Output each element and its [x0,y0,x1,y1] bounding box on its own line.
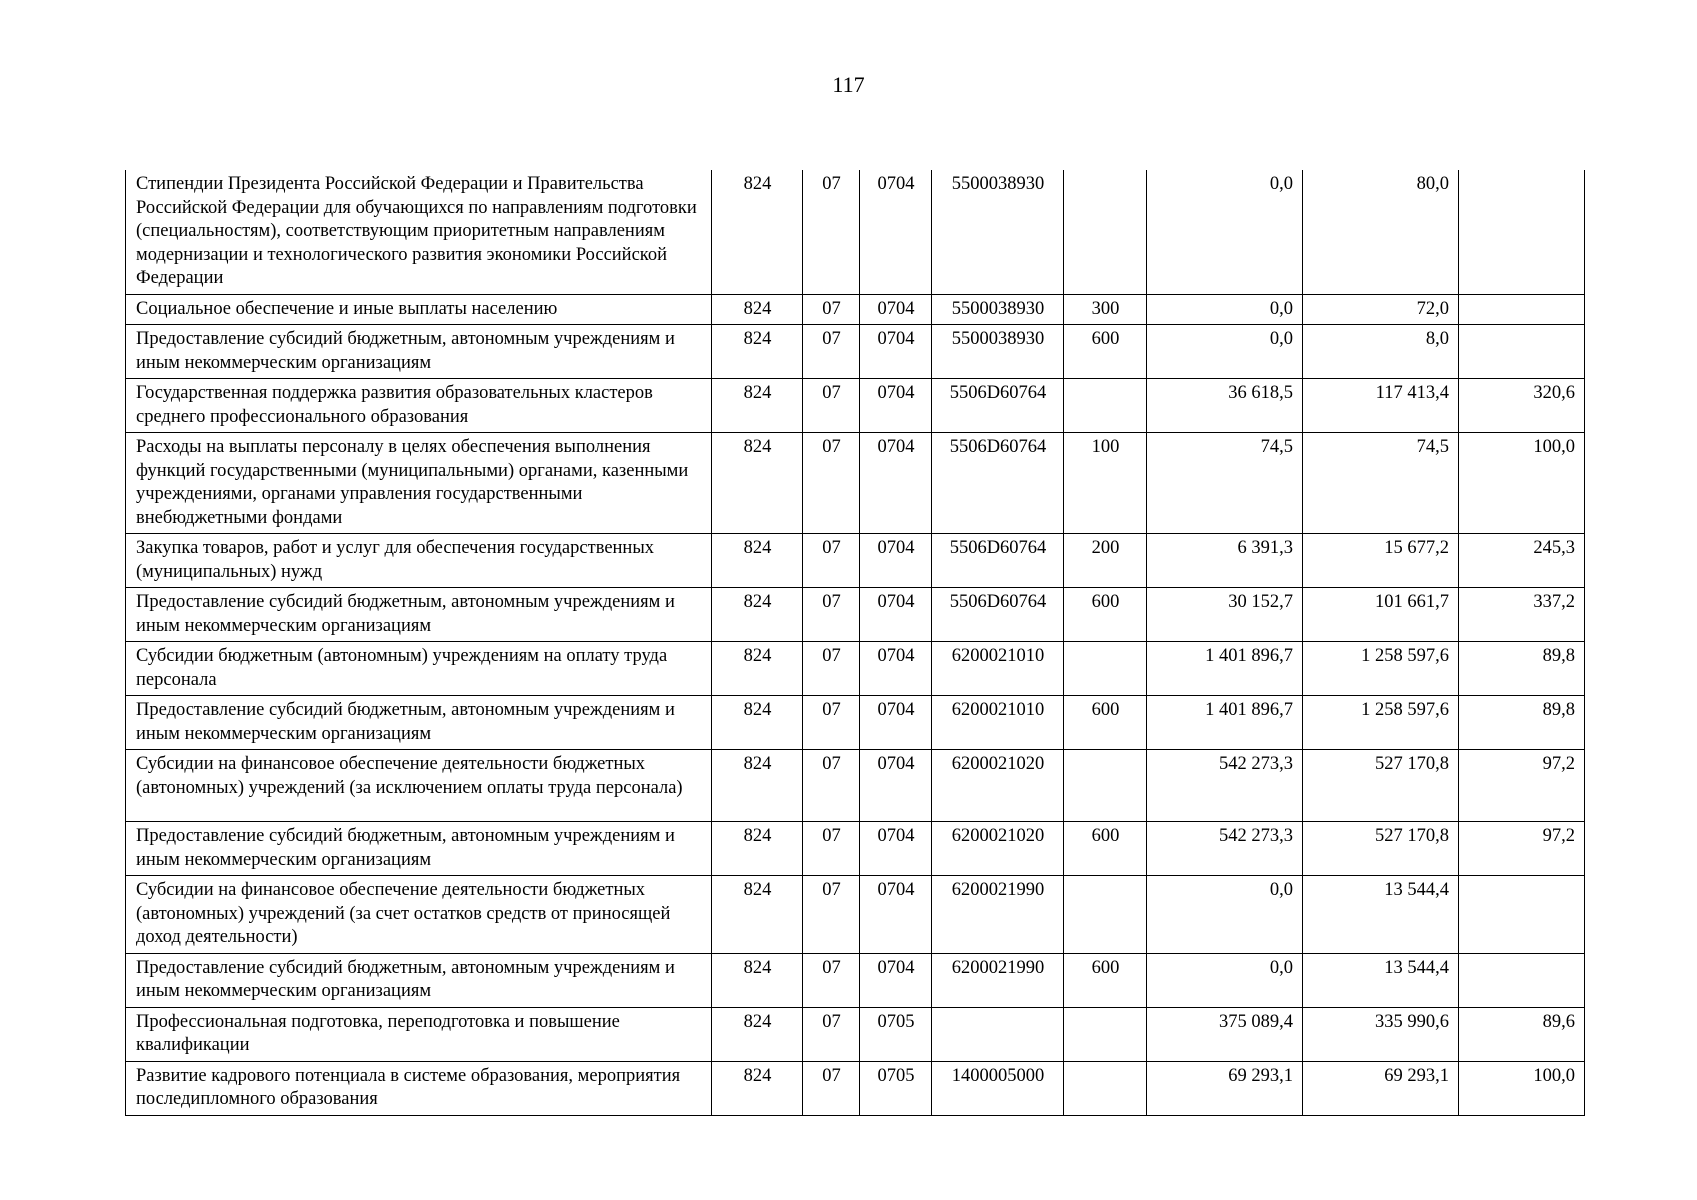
section-code-cell: 07 [803,170,860,294]
percent-cell: 89,8 [1459,642,1585,696]
subsection-code-cell: 0705 [860,1007,932,1061]
section-code-cell: 07 [803,294,860,325]
row-name-cell: Субсидии на финансовое обеспечение деятельности бюджетных (автономных) учреждений (за исключением оплаты труда персонала) [126,750,712,822]
section-code-cell: 07 [803,325,860,379]
ministry-code-cell: 824 [712,433,803,534]
percent-cell: 89,6 [1459,1007,1585,1061]
percent-cell [1459,325,1585,379]
section-code-cell: 07 [803,750,860,822]
target-article-cell: 5506D60764 [932,534,1064,588]
amount-actual-cell: 117 413,4 [1303,379,1459,433]
target-article-cell: 5500038930 [932,325,1064,379]
amount-actual-cell: 101 661,7 [1303,588,1459,642]
page-number: 117 [832,72,865,97]
section-code-cell: 07 [803,642,860,696]
subsection-code-cell: 0704 [860,379,932,433]
percent-cell: 97,2 [1459,822,1585,876]
row-name-cell: Расходы на выплаты персоналу в целях обеспечения выполнения функций государственными (муниципальными) органами, казенными учреждениями, органами управления государственными внебюджетными фондами [126,433,712,534]
ministry-code-cell: 824 [712,822,803,876]
expense-type-cell [1064,876,1147,954]
target-article-cell: 6200021010 [932,696,1064,750]
subsection-code-cell: 0704 [860,696,932,750]
ministry-code-cell: 824 [712,1007,803,1061]
target-article-cell: 6200021020 [932,750,1064,822]
amount-planned-cell: 0,0 [1147,876,1303,954]
amount-planned-cell: 0,0 [1147,953,1303,1007]
ministry-code-cell: 824 [712,379,803,433]
target-article-cell: 6200021990 [932,876,1064,954]
amount-actual-cell: 15 677,2 [1303,534,1459,588]
subsection-code-cell: 0704 [860,876,932,954]
percent-cell [1459,294,1585,325]
section-code-cell: 07 [803,433,860,534]
subsection-code-cell: 0704 [860,822,932,876]
amount-actual-cell: 335 990,6 [1303,1007,1459,1061]
amount-planned-cell: 30 152,7 [1147,588,1303,642]
amount-planned-cell: 74,5 [1147,433,1303,534]
ministry-code-cell: 824 [712,534,803,588]
target-article-cell: 5506D60764 [932,433,1064,534]
table-row [126,534,1585,588]
amount-actual-cell: 72,0 [1303,294,1459,325]
percent-cell: 100,0 [1459,1061,1585,1115]
amount-planned-cell: 69 293,1 [1147,1061,1303,1115]
expense-type-cell: 600 [1064,822,1147,876]
row-name-cell: Стипендии Президента Российской Федерации и Правительства Российской Федерации для обучающихся по направлениям подготовки (специальностям), соответствующим приоритетным направлениям модернизации и технологического развития экономики Российской Федерации [126,170,712,294]
expense-type-cell: 600 [1064,953,1147,1007]
subsection-code-cell: 0704 [860,953,932,1007]
target-article-cell: 6200021010 [932,642,1064,696]
amount-planned-cell: 6 391,3 [1147,534,1303,588]
ministry-code-cell: 824 [712,642,803,696]
expense-type-cell: 600 [1064,696,1147,750]
amount-actual-cell: 13 544,4 [1303,876,1459,954]
subsection-code-cell: 0704 [860,294,932,325]
table-row [126,642,1585,696]
table-row [126,696,1585,750]
table-row [126,588,1585,642]
section-code-cell: 07 [803,696,860,750]
row-name-cell: Предоставление субсидий бюджетным, автономным учреждениям и иным некоммерческим организациям [126,953,712,1007]
percent-cell [1459,953,1585,1007]
table-row [126,953,1585,1007]
percent-cell: 100,0 [1459,433,1585,534]
expense-type-cell: 300 [1064,294,1147,325]
expense-type-cell: 200 [1064,534,1147,588]
amount-actual-cell: 8,0 [1303,325,1459,379]
expense-type-cell [1064,379,1147,433]
section-code-cell: 07 [803,534,860,588]
row-name-cell: Государственная поддержка развития образовательных кластеров среднего профессионального образования [126,379,712,433]
percent-cell [1459,876,1585,954]
amount-actual-cell: 74,5 [1303,433,1459,534]
subsection-code-cell: 0705 [860,1061,932,1115]
row-name-cell: Предоставление субсидий бюджетным, автономным учреждениям и иным некоммерческим организациям [126,696,712,750]
section-code-cell: 07 [803,379,860,433]
percent-cell [1459,170,1585,294]
row-name-cell: Субсидии на финансовое обеспечение деятельности бюджетных (автономных) учреждений (за счет остатков средств от приносящей доход деятельности) [126,876,712,954]
ministry-code-cell: 824 [712,170,803,294]
table-row [126,433,1585,534]
amount-planned-cell: 0,0 [1147,170,1303,294]
table-row [126,822,1585,876]
expense-type-cell: 600 [1064,325,1147,379]
row-name-cell: Предоставление субсидий бюджетным, автономным учреждениям и иным некоммерческим организациям [126,325,712,379]
percent-cell: 337,2 [1459,588,1585,642]
amount-planned-cell: 36 618,5 [1147,379,1303,433]
target-article-cell: 5506D60764 [932,379,1064,433]
table-row [126,325,1585,379]
amount-actual-cell: 527 170,8 [1303,822,1459,876]
amount-actual-cell: 1 258 597,6 [1303,642,1459,696]
target-article-cell: 5500038930 [932,294,1064,325]
expense-type-cell [1064,1007,1147,1061]
subsection-code-cell: 0704 [860,642,932,696]
amount-planned-cell: 542 273,3 [1147,750,1303,822]
table-row [126,1007,1585,1061]
ministry-code-cell: 824 [712,1061,803,1115]
row-name-cell: Субсидии бюджетным (автономным) учреждениям на оплату труда персонала [126,642,712,696]
table-row [126,170,1585,294]
amount-actual-cell: 527 170,8 [1303,750,1459,822]
ministry-code-cell: 824 [712,588,803,642]
section-code-cell: 07 [803,1061,860,1115]
section-code-cell: 07 [803,876,860,954]
row-name-cell: Развитие кадрового потенциала в системе образования, мероприятия последипломного образования [126,1061,712,1115]
ministry-code-cell: 824 [712,953,803,1007]
expense-type-cell: 100 [1064,433,1147,534]
ministry-code-cell: 824 [712,876,803,954]
ministry-code-cell: 824 [712,294,803,325]
ministry-code-cell: 824 [712,325,803,379]
section-code-cell: 07 [803,822,860,876]
section-code-cell: 07 [803,588,860,642]
table-row [126,750,1585,822]
row-name-cell: Закупка товаров, работ и услуг для обеспечения государственных (муниципальных) нужд [126,534,712,588]
row-name-cell: Предоставление субсидий бюджетным, автономным учреждениям и иным некоммерческим организациям [126,822,712,876]
target-article-cell: 1400005000 [932,1061,1064,1115]
amount-planned-cell: 375 089,4 [1147,1007,1303,1061]
target-article-cell: 5506D60764 [932,588,1064,642]
ministry-code-cell: 824 [712,696,803,750]
target-article-cell [932,1007,1064,1061]
target-article-cell: 6200021020 [932,822,1064,876]
subsection-code-cell: 0704 [860,750,932,822]
expense-type-cell [1064,750,1147,822]
percent-cell: 97,2 [1459,750,1585,822]
amount-actual-cell: 1 258 597,6 [1303,696,1459,750]
section-code-cell: 07 [803,953,860,1007]
ministry-code-cell: 824 [712,750,803,822]
subsection-code-cell: 0704 [860,433,932,534]
amount-planned-cell: 1 401 896,7 [1147,696,1303,750]
target-article-cell: 5500038930 [932,170,1064,294]
percent-cell: 320,6 [1459,379,1585,433]
amount-planned-cell: 0,0 [1147,325,1303,379]
subsection-code-cell: 0704 [860,588,932,642]
table-row [126,876,1585,954]
row-name-cell: Профессиональная подготовка, переподготовка и повышение квалификации [126,1007,712,1061]
amount-actual-cell: 80,0 [1303,170,1459,294]
amount-planned-cell: 542 273,3 [1147,822,1303,876]
amount-actual-cell: 13 544,4 [1303,953,1459,1007]
expense-type-cell [1064,170,1147,294]
table-row [126,294,1585,325]
row-name-cell: Социальное обеспечение и иные выплаты населению [126,294,712,325]
expense-type-cell: 600 [1064,588,1147,642]
subsection-code-cell: 0704 [860,170,932,294]
amount-planned-cell: 0,0 [1147,294,1303,325]
expense-type-cell [1064,642,1147,696]
subsection-code-cell: 0704 [860,534,932,588]
budget-table-body [126,170,1585,1115]
subsection-code-cell: 0704 [860,325,932,379]
amount-planned-cell: 1 401 896,7 [1147,642,1303,696]
table-row [126,379,1585,433]
target-article-cell: 6200021990 [932,953,1064,1007]
percent-cell: 89,8 [1459,696,1585,750]
expense-type-cell [1064,1061,1147,1115]
section-code-cell: 07 [803,1007,860,1061]
row-name-cell: Предоставление субсидий бюджетным, автономным учреждениям и иным некоммерческим организациям [126,588,712,642]
budget-table [125,170,1585,1116]
percent-cell: 245,3 [1459,534,1585,588]
amount-actual-cell: 69 293,1 [1303,1061,1459,1115]
table-row [126,1061,1585,1115]
